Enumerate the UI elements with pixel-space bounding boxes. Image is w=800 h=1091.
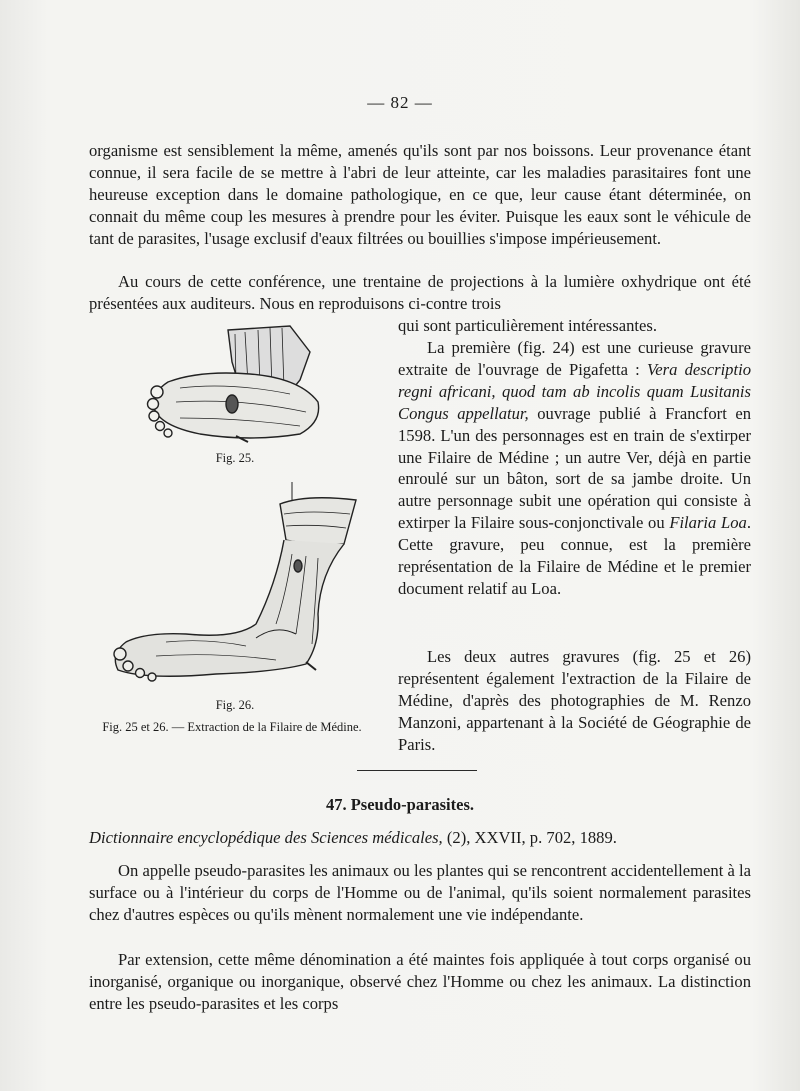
figure-25-caption: Fig. 25. bbox=[215, 451, 255, 465]
section-divider bbox=[357, 770, 477, 771]
figure-26-leg-engraving bbox=[106, 474, 362, 688]
paragraph-pseudo-definition: On appelle pseudo-parasites les animaux ou les plantes qui se rencontrent accidentellement à la surface ou à l'intérieur du corps de l'Homme ou de l'animal, qu'ils soient normalement parasites chez d'autres espèces ou qu'ils mènent normalement une vie indépendante. bbox=[89, 861, 751, 924]
section-title: 47. Pseudo-parasites. bbox=[325, 795, 475, 814]
figure-26-caption: Fig. 26. bbox=[215, 698, 255, 712]
reference-title: Dictionnaire encyclopédique des Sciences médicales, bbox=[89, 828, 443, 847]
bibliographic-reference bbox=[89, 827, 751, 849]
filaria-loa-term: Filaria Loa bbox=[669, 513, 747, 533]
paragraph-conference: Au cours de cette conférence, une trentaine de projections à la lumière oxhydrique ont été présentées aux auditeurs. Nous en reproduisons ci-contre trois bbox=[89, 272, 751, 313]
paragraph-figures-25-26: Les deux autres gravures (fig. 25 et 26) représentent également l'extraction de la Filaire de Médine, d'après des photographies de M. Renzo Manzoni, appartenant à la Société de Géographie de Paris. bbox=[398, 647, 751, 754]
paragraph-intro: organisme est sensiblement la même, amenés qu'ils sont par nos boissons. Leur provenance étant connue, il sera facile de se mettre à l'abri de leur atteinte, car les maladies parasitaires font une heureuse exception dans le domaine pathologique, en ce que, leur cause étant déterminée, on connait du même coup les mesures à prendre pour les éviter. Puisque les eaux sont le véhicule de tant de parasites, l'usage exclusif d'eaux filtrées ou bouillies s'impose impérieusement. bbox=[89, 141, 751, 248]
figure-25-foot-sole-engraving bbox=[140, 322, 330, 444]
paragraph-figure-24 bbox=[398, 337, 751, 600]
figures-legend: Fig. 25 et 26. — Extraction de la Filaire de Médine. bbox=[102, 720, 362, 734]
pigafetta-title: Vera descriptio regni africani, quod tam ab incolis quam Lusitanis Congus appellatur, bbox=[398, 359, 751, 423]
page-number: — 82 — bbox=[367, 93, 433, 112]
paragraph-conference-continued: qui sont particulièrement intéressantes. bbox=[398, 316, 657, 335]
paragraph-pseudo-extension: Par extension, cette même dénomination a été maintes fois appliquée à tout corps organisé ou inorganisé, organique ou inorganique, observé chez l'Homme ou chez les animaux. La distinction entre les pseudo-parasites et les corps bbox=[89, 950, 751, 1013]
fig24-text-a: La première (fig. 24) est une curieuse gravure extraite de l'ouvrage de Pigafetta : bbox=[398, 338, 751, 379]
reference-details: (2), XXVII, p. 702, 1889. bbox=[442, 828, 617, 847]
fig24-text-b: ouvrage publié à Francfort en 1598. L'un des personnages est en train de s'extirper une Filaire de Médine ; un autre Ver, déjà en partie enroulé sur un bâton, sort de sa jambe droite. Un autre personnage subit une opération qui consiste à extirper la Filaire sous-conjonctivale ou bbox=[398, 403, 751, 533]
fig24-text-c: . Cette gravure, peu connue, est la première représentation de la Filaire de Médine et le premier document relatif au Loa. bbox=[398, 513, 751, 598]
